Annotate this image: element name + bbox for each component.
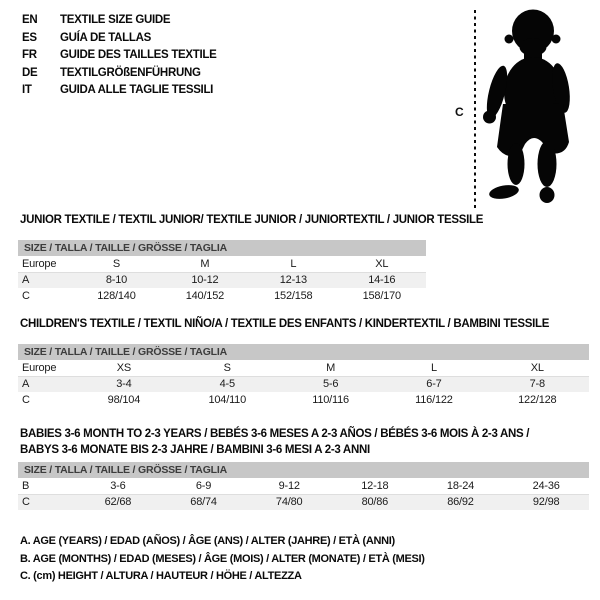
table-row-height <box>18 494 589 510</box>
size-value-cell: 6-9 <box>195 479 212 492</box>
size-value-cell: 158/170 <box>362 290 401 302</box>
size-value-cell: 140/152 <box>185 290 225 302</box>
size-table-junior <box>18 240 426 304</box>
size-value-cell: L <box>290 257 297 270</box>
size-table-babies <box>18 462 589 510</box>
size-value-cell: S <box>112 257 121 270</box>
language-code: EN <box>22 14 38 26</box>
row-label-cell: A <box>18 272 72 288</box>
size-header-label: SIZE / TALLA / TAILLE / GRÖSSE / TAGLIA <box>18 344 589 360</box>
language-list <box>22 12 217 100</box>
size-value-cell: 3-6 <box>110 479 126 492</box>
height-measure-label: C <box>455 105 464 119</box>
size-value-cell: 92/98 <box>503 494 589 510</box>
size-header-band <box>18 344 589 360</box>
size-value-cell: M <box>200 257 210 270</box>
note-line-c: C. (cm) HEIGHT / ALTURA / HAUTEUR / HÖHE / ALTEZZA <box>20 570 302 582</box>
size-value-cell: 116/122 <box>415 394 453 406</box>
size-value-cell: 9-12 <box>278 479 300 492</box>
size-value-cell: 86/92 <box>418 494 504 510</box>
language-row <box>22 65 217 83</box>
size-value-cell: 10-12 <box>161 272 249 288</box>
size-value-cell: S <box>223 361 231 374</box>
size-value-cell: XL <box>375 257 389 270</box>
language-row <box>22 82 217 100</box>
size-value-cell: 4-5 <box>176 376 279 392</box>
size-value-cell: 7-8 <box>486 376 589 392</box>
size-value-cell: 122/128 <box>518 394 557 406</box>
language-label: GUIDA ALLE TAGLIE TESSILI <box>60 84 214 96</box>
size-value-cell: 18-24 <box>446 479 475 492</box>
note-line-b: B. AGE (MONTHS) / EDAD (MESES) / ÂGE (MOIS) / ALTER (MONATE) / ETÀ (MESI) <box>20 552 425 565</box>
size-header-band <box>18 462 589 478</box>
row-label-cell: C <box>22 290 30 302</box>
language-code: FR <box>22 49 37 61</box>
size-value-cell: 62/68 <box>75 494 161 510</box>
size-value-cell: 14-16 <box>338 272 426 288</box>
size-value-cell: 12-18 <box>361 479 389 492</box>
table-row-months <box>18 478 589 494</box>
size-header-label: SIZE / TALLA / TAILLE / GRÖSSE / TAGLIA <box>18 462 589 478</box>
height-measure-dashed-line <box>474 10 476 208</box>
table-row-europe <box>18 360 589 376</box>
size-value-cell: 12-13 <box>249 272 337 288</box>
language-row <box>22 47 217 65</box>
table-row-age <box>18 376 589 392</box>
size-value-cell: XS <box>116 361 132 374</box>
size-value-cell: 3-4 <box>72 376 175 392</box>
size-header-label: SIZE / TALLA / TAILLE / GRÖSSE / TAGLIA <box>18 240 426 256</box>
size-value-cell: 110/116 <box>312 394 349 406</box>
size-value-cell: 6-7 <box>382 376 485 392</box>
size-value-cell: 68/74 <box>161 494 247 510</box>
section-title-line: BABIES 3-6 MONTH TO 2-3 YEARS / BEBÉS 3-6 MESES A 2-3 AÑOS / BÉBÉS 3-6 MOIS À 2-3 ANS / <box>20 428 530 440</box>
size-value-cell: 5-6 <box>279 376 382 392</box>
size-value-cell: 80/86 <box>332 494 418 510</box>
size-value-cell: 104/110 <box>208 394 247 406</box>
language-row <box>22 12 217 30</box>
language-label: GUIDE DES TAILLES TEXTILE <box>60 49 217 61</box>
row-label-cell: B <box>22 479 30 492</box>
size-value-cell: L <box>430 361 437 374</box>
size-value-cell: XL <box>530 361 544 374</box>
size-value-cell: 74/80 <box>246 494 332 510</box>
row-label-cell: Europe <box>22 361 57 374</box>
table-row-height <box>18 392 589 408</box>
section-title-children: CHILDREN'S TEXTILE / TEXTIL NIÑO/A / TEXTILE DES ENFANTS / KINDERTEXTIL / BAMBINI TESSILE <box>20 318 550 330</box>
size-value-cell: 8-10 <box>72 272 160 288</box>
size-value-cell: 24-36 <box>532 479 560 492</box>
size-value-cell: M <box>326 361 336 374</box>
language-label: TEXTILE SIZE GUIDE <box>60 14 171 26</box>
size-value-cell: 98/104 <box>107 394 141 406</box>
section-title-junior: JUNIOR TEXTILE / TEXTIL JUNIOR/ TEXTILE JUNIOR / JUNIORTEXTIL / JUNIOR TESSILE <box>20 214 484 226</box>
row-label-cell: C <box>18 494 75 510</box>
note-line-a: A. AGE (YEARS) / EDAD (AÑOS) / ÂGE (ANS) / ALTER (JAHRE) / ETÀ (ANNI) <box>20 535 395 547</box>
language-label: TEXTILGRÖßENFÜHRUNG <box>60 66 201 79</box>
language-code: DE <box>22 66 38 79</box>
row-label-cell: Europe <box>22 257 57 270</box>
size-value-cell: 128/140 <box>97 290 136 302</box>
section-title-babies <box>20 426 595 458</box>
size-header-band <box>18 240 426 256</box>
table-row-height <box>18 288 426 304</box>
table-row-age <box>18 272 426 288</box>
section-title-line: BABYS 3-6 MONATE BIS 2-3 JAHRE / BAMBINI 3-6 MESI A 2-3 ANNI <box>20 444 370 456</box>
size-table-children <box>18 344 589 408</box>
language-label: GUÍA DE TALLAS <box>60 31 151 44</box>
language-code: ES <box>22 31 37 44</box>
language-code: IT <box>22 84 32 96</box>
table-row-europe <box>18 256 426 272</box>
row-label-cell: C <box>22 394 30 406</box>
size-value-cell: 152/158 <box>274 290 313 302</box>
toddler-silhouette-icon <box>483 6 591 208</box>
language-row <box>22 30 217 48</box>
legend-notes <box>20 533 425 586</box>
row-label-cell: A <box>18 376 72 392</box>
